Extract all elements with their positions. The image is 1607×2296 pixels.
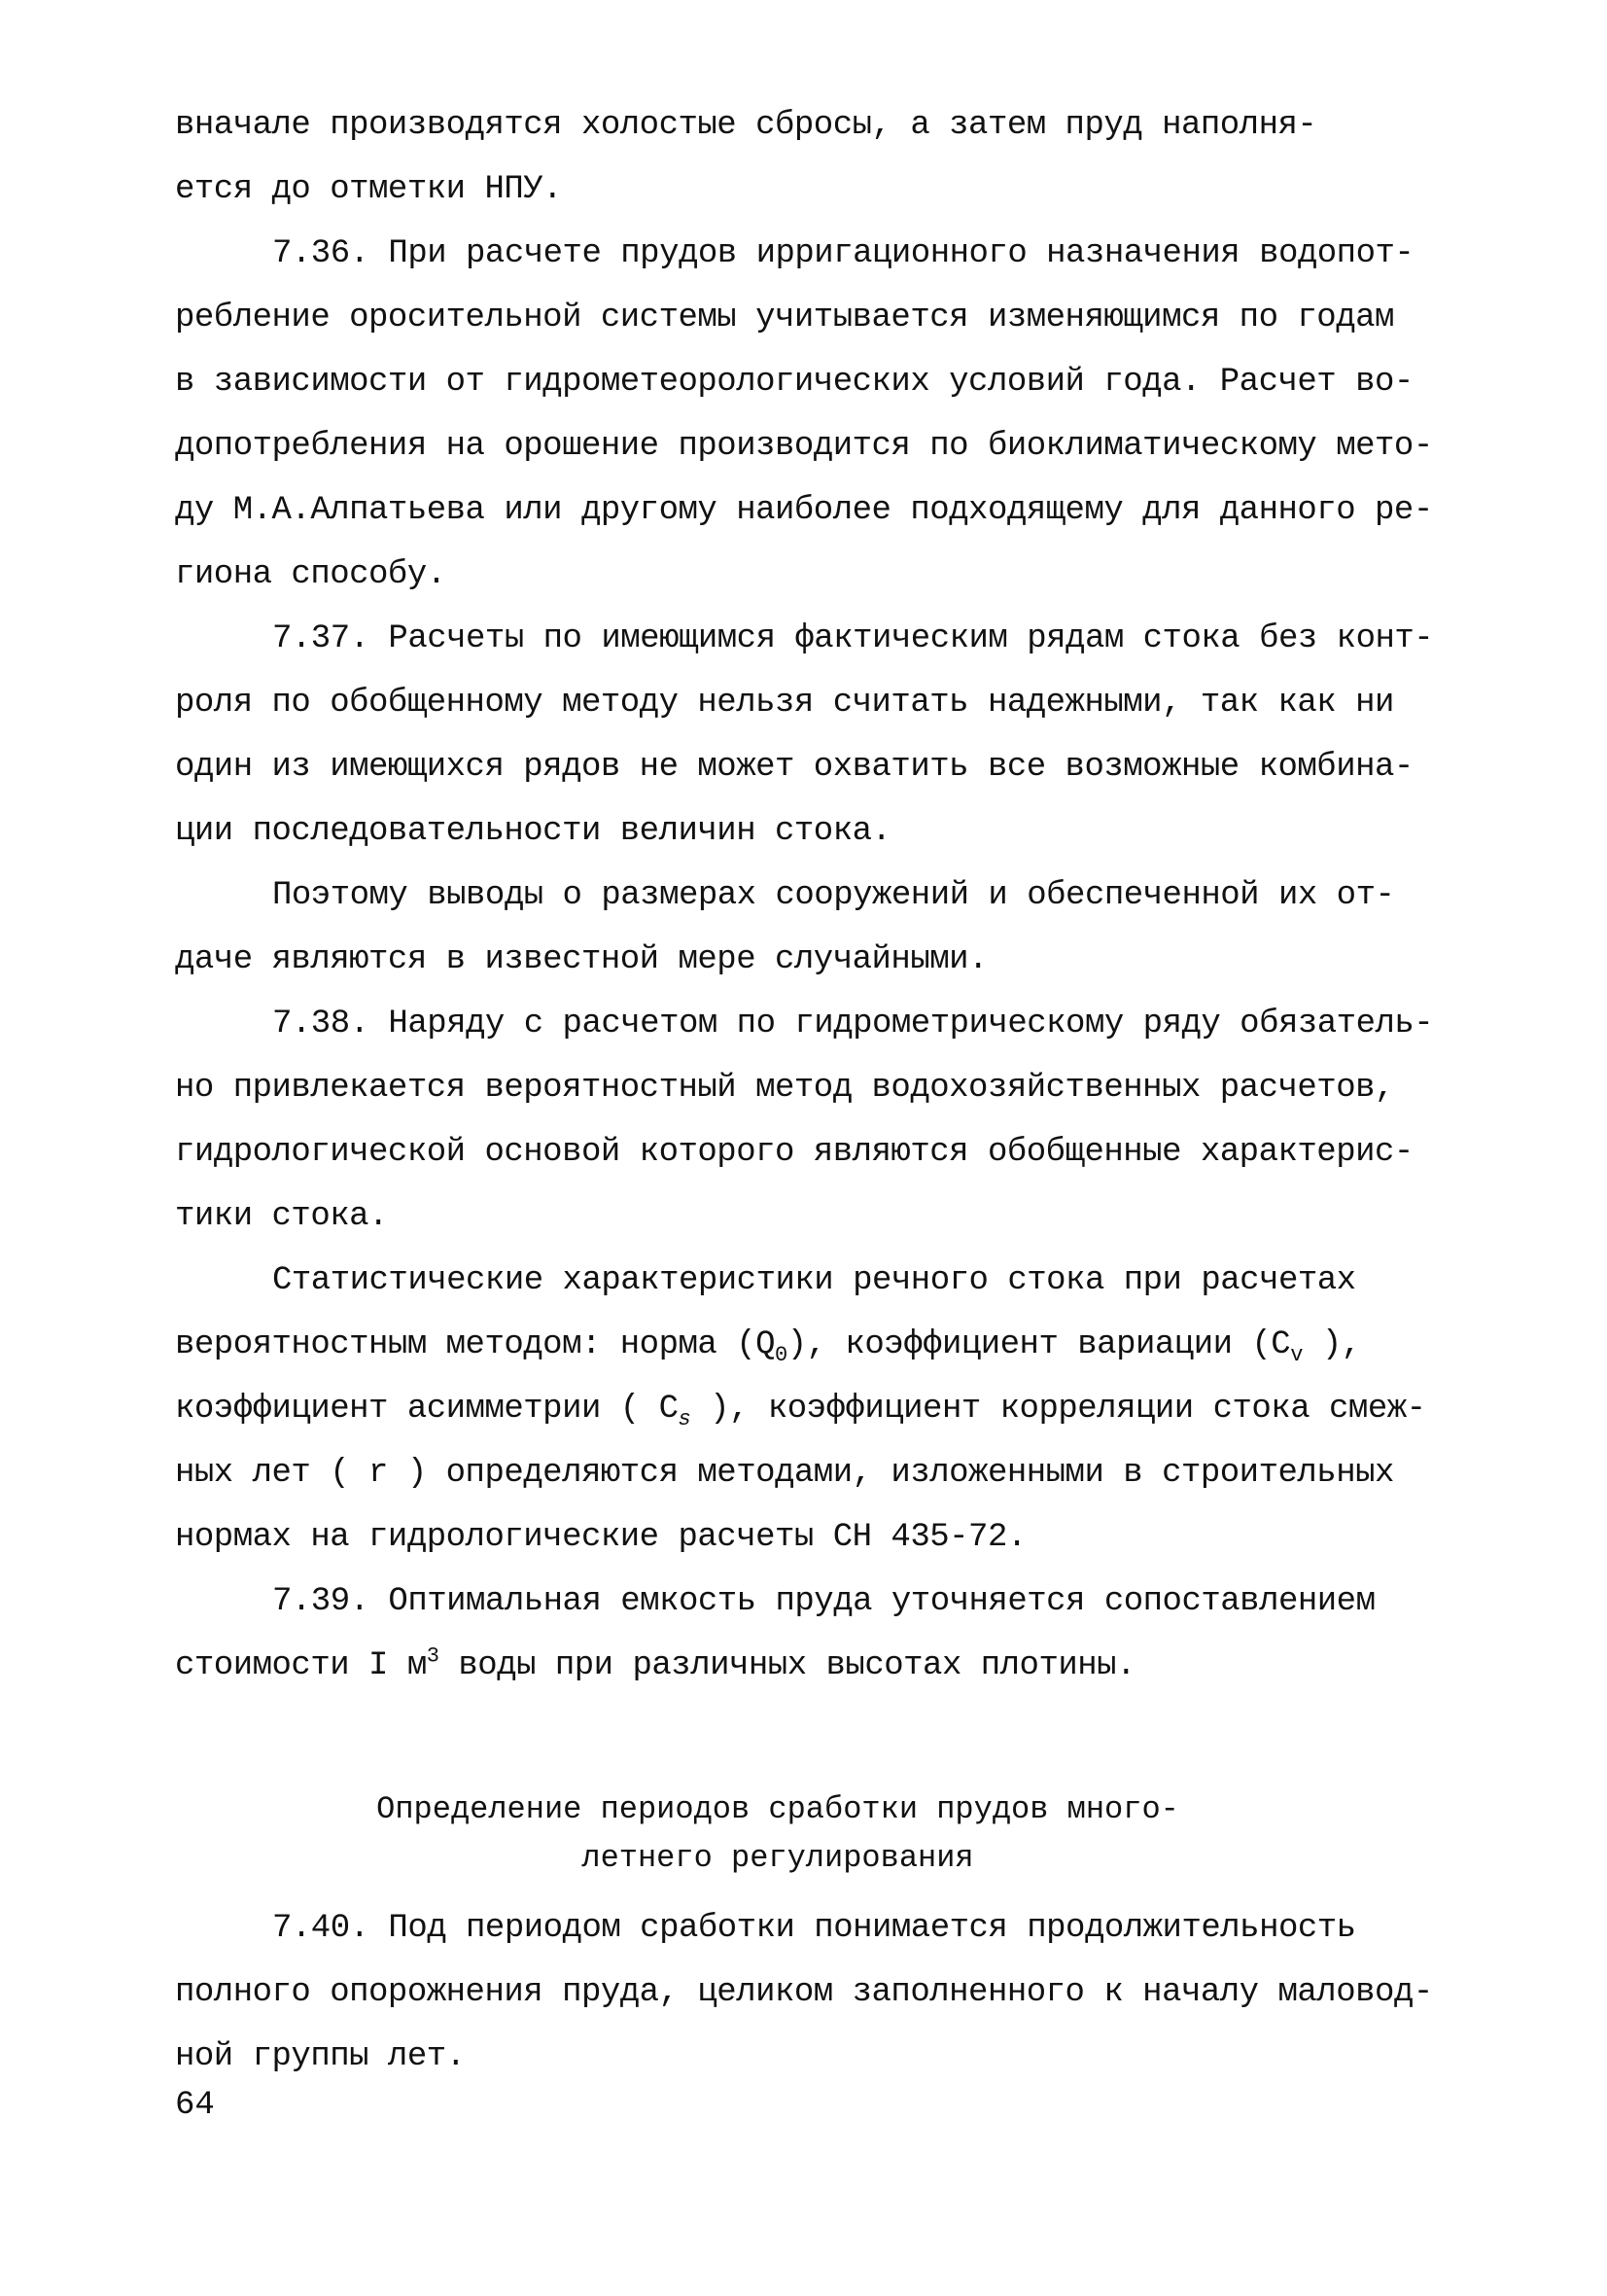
paragraph-7-40: [175, 1896, 1439, 2089]
text-line: стоимости I $м^3$ воды при различных высотах плотины.: [175, 1643, 1135, 1684]
section-heading: [146, 1785, 1410, 1883]
text-line: ду М.А.Алпатьева или другому наиболее подходящему для данного ре-: [175, 492, 1433, 529]
text-line: один из имеющихся рядов не может охватить все возможные комбина-: [175, 749, 1414, 786]
text-line: 7.38. Наряду с расчетом по гидрометрическому ряду обязатель-: [272, 1006, 1434, 1042]
text-line: ции последовательности величин стока.: [175, 813, 891, 850]
text-line: 7.36. При расчете прудов ирригационного назначения водопот-: [272, 235, 1415, 272]
text-line: Поэтому выводы о размерах сооружений и обеспеченной их от-: [272, 877, 1395, 914]
text-line: полного опорожнения пруда, целиком заполненного к началу маловод-: [175, 1974, 1433, 2011]
text-line: ной группы лет.: [175, 2038, 466, 2075]
page-number: 64: [175, 2087, 215, 2124]
paragraph-statistics: [175, 1249, 1439, 1570]
paragraph-7-38: [175, 992, 1439, 1249]
heading-line: Определение периодов сработки прудов много-: [376, 1791, 1179, 1827]
paragraph-7-36: [175, 222, 1439, 607]
text-line: в зависимости от гидрометеорологических условий года. Расчет во-: [175, 364, 1414, 401]
text-line: вначале производятся холостые сбросы, а затем пруд наполня-: [175, 107, 1317, 144]
text-line: Статистические характеристики речного стока при расчетах: [272, 1262, 1356, 1299]
text-line: ных лет ( r ) определяются методами, изложенными в строительных: [175, 1455, 1394, 1492]
text-line: 7.40. Под периодом сработки понимается продолжительность: [272, 1910, 1356, 1947]
text-line: ется до отметки НПУ.: [175, 171, 563, 208]
heading-line: летнего регулирования: [581, 1840, 974, 1876]
text-line: тики стока.: [175, 1198, 388, 1235]
text-line: нормах на гидрологические расчеты СН 435-72.: [175, 1519, 1027, 1556]
text-line: коэффициент асимметрии ( $C_s$ ), коэффициент корреляции стока смеж-: [175, 1391, 1426, 1431]
text-line: даче являются в известной мере случайными.: [175, 941, 988, 978]
text-line: гидрологической основой которого являются обобщенные характерис-: [175, 1134, 1414, 1171]
text-line: допотребления на орошение производится по биоклиматическому мето-: [175, 428, 1433, 465]
text-line: 7.37. Расчеты по имеющимся фактическим рядам стока без конт-: [272, 620, 1434, 657]
text-line: ребление оросительной системы учитывается изменяющимся по годам: [175, 300, 1394, 336]
paragraph-conclusion: [175, 864, 1439, 992]
text-line: гиона способу.: [175, 556, 446, 593]
paragraph-continuation: [175, 93, 1439, 222]
text-line: 7.39. Оптимальная емкость пруда уточняется сопоставлением: [272, 1583, 1376, 1620]
text-line: роля по обобщенному методу нельзя считать надежными, так как ни: [175, 685, 1394, 722]
text-line: вероятностным методом: норма $(Q_0)$, коэффициент вариации ($C_v$ ),: [175, 1326, 1361, 1367]
paragraph-7-39: [175, 1570, 1439, 1698]
paragraph-7-37: [175, 607, 1439, 864]
text-line: но привлекается вероятностный метод водохозяйственных расчетов,: [175, 1070, 1394, 1107]
